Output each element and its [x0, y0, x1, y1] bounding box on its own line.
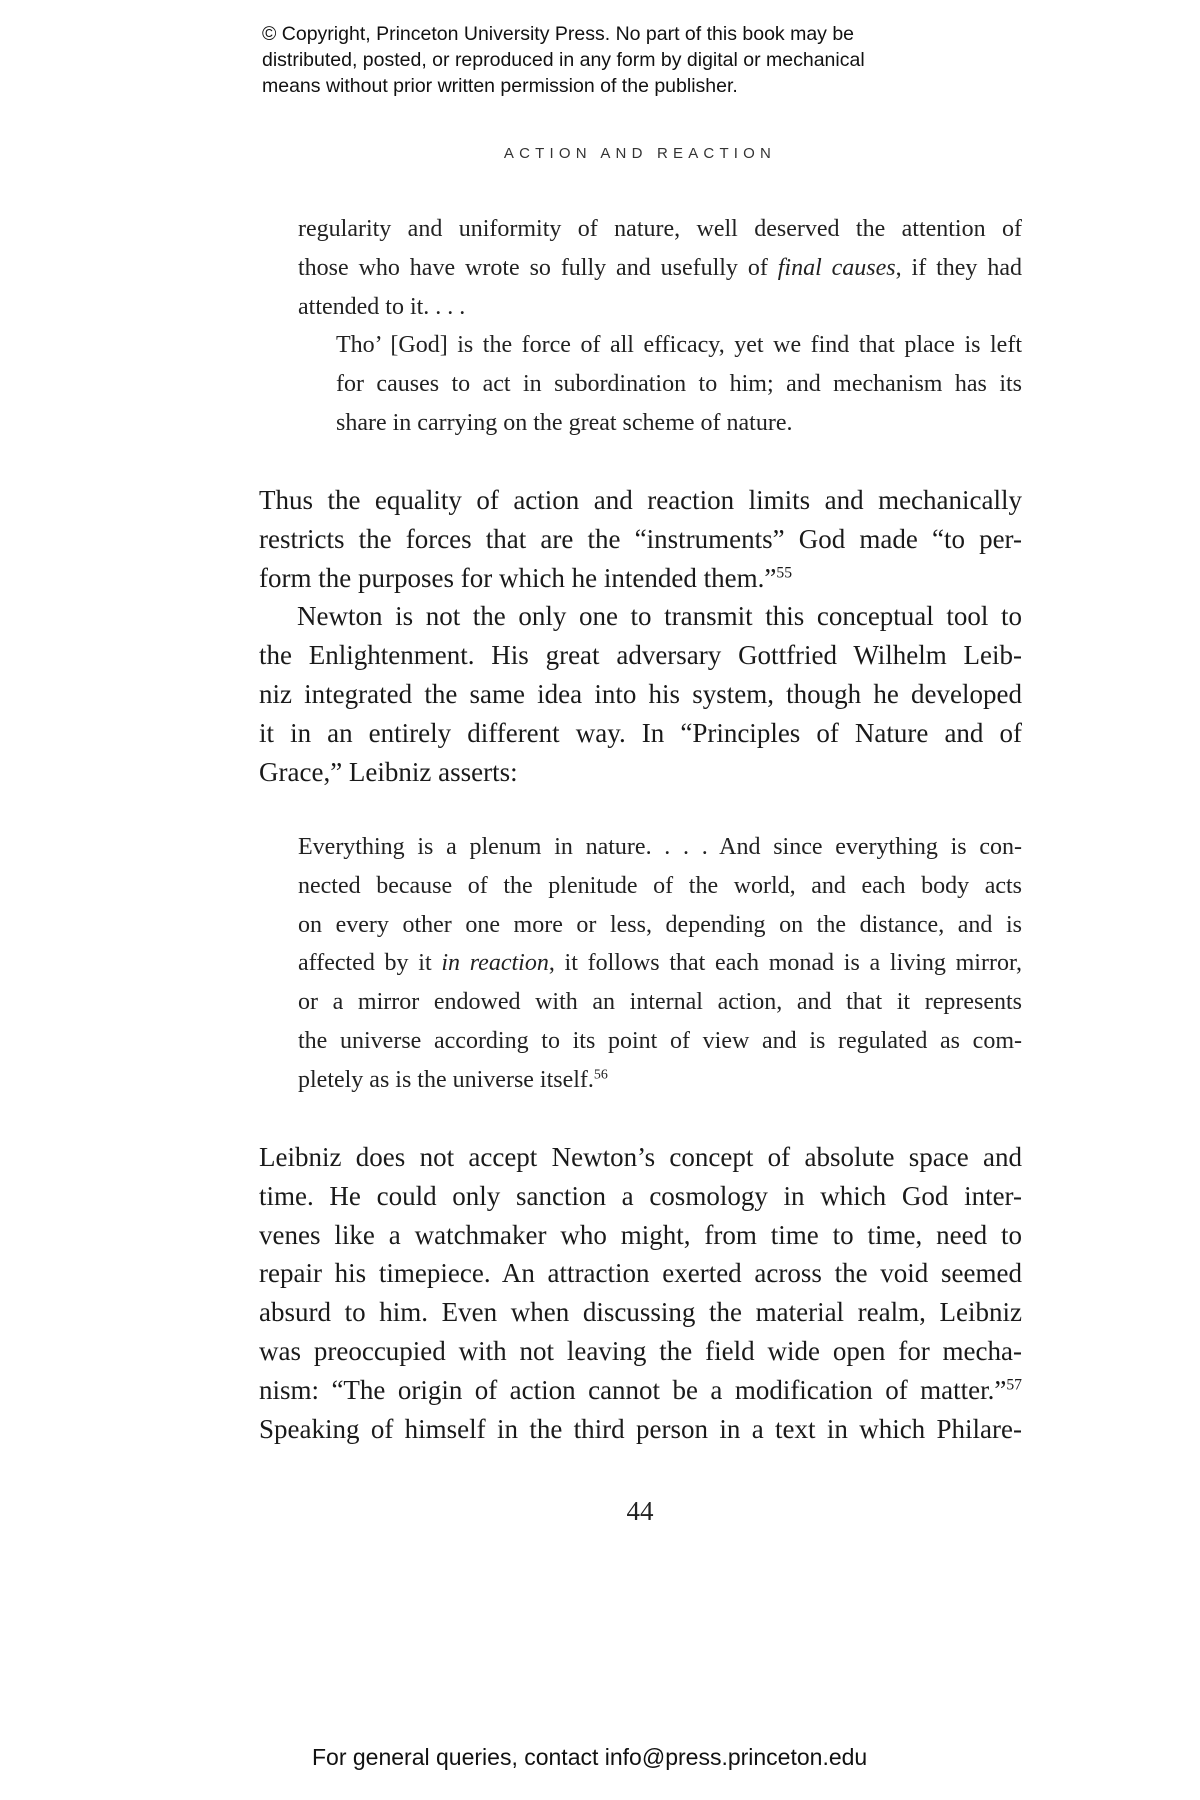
text-line: [298, 944, 1022, 983]
text-line: Thus the equality of action and reaction limits and mechanically: [259, 485, 1022, 515]
running-head: ACTION AND REACTION: [503, 145, 777, 162]
text-line: nected because of the plenitude of the world, and each body acts: [298, 872, 1022, 899]
text-run: those who have wrote so fully and usefully of: [298, 254, 778, 281]
text-line: for causes to act in subordination to him; and mechanism has its: [336, 371, 1022, 398]
copyright-line: means without prior written permission of the publisher.: [262, 75, 738, 97]
footer-contact: For general queries, contact info@press.princeton.edu: [312, 1744, 868, 1770]
text-line: on every other one more or less, depending on the distance, and is: [298, 911, 1022, 938]
text-line: niz integrated the same idea into his system, though he developed: [259, 678, 1022, 709]
text-line: the Enlightenment. His great adversary Gottfried Wilhelm Leib-: [259, 640, 1022, 671]
copyright-line: © Copyright, Princeton University Press. No part of this book may be: [262, 23, 855, 45]
text-line: was preoccupied with not leaving the field wide open for mecha-: [259, 1335, 1022, 1366]
text-line: Leibniz does not accept Newton’s concept of absolute space and: [259, 1142, 1022, 1172]
text-line: Newton is not the only one to transmit this conceptual tool to: [297, 601, 1022, 632]
text-line: regularity and uniformity of nature, well deserved the attention of: [298, 216, 1022, 242]
block-quote-leibniz: [298, 828, 1022, 1100]
text-line: repair his timepiece. An attraction exerted across the void seemed: [259, 1258, 1022, 1289]
text-line: Speaking of himself in the third person in a text in which Philare-: [259, 1413, 1022, 1444]
block-quote-newton: [298, 210, 1022, 443]
text-line: [259, 559, 1022, 598]
text-line: venes like a watchmaker who might, from time to time, need to: [259, 1219, 1022, 1250]
text-line: [298, 1061, 1022, 1100]
body-text-2: [259, 1138, 1022, 1448]
footnote-marker: 57: [1006, 1376, 1022, 1394]
text-line: share in carrying on the great scheme of nature.: [336, 409, 793, 436]
quote-paragraph: [298, 326, 1022, 442]
text-run: form the purposes for which he intended them.”: [259, 562, 777, 593]
text-line: Everything is a plenum in nature. . . . And since everything is con-: [298, 834, 1022, 860]
text-line: [298, 249, 1022, 288]
quote-paragraph: [298, 828, 1022, 1100]
italic-term: in reaction: [441, 950, 549, 977]
text-run: , it follows that each monad is a living mirror,: [548, 950, 1022, 977]
text-run: , if they had: [895, 254, 1022, 281]
footnote-marker: 56: [593, 1067, 608, 1083]
italic-term: final causes: [777, 254, 896, 281]
text-run: affected by it: [298, 950, 442, 977]
text-line: or a mirror endowed with an internal action, and that it represents: [298, 989, 1022, 1016]
text-line: restricts the forces that are the “instruments” God made “to per-: [259, 523, 1022, 554]
footnote-marker: 55: [776, 564, 793, 582]
body-paragraph: [259, 1138, 1022, 1448]
text-run: nism: “The origin of action cannot be a modification of matter.”: [259, 1374, 1007, 1405]
text-line: time. He could only sanction a cosmology in which God inter-: [259, 1180, 1022, 1211]
body-paragraph: [259, 597, 1022, 791]
text-run: pletely as is the universe itself.: [298, 1066, 594, 1093]
text-line: Tho’ [God] is the force of all efficacy, yet we find that place is left: [336, 332, 1022, 359]
text-line: it in an entirely different way. In “Principles of Nature and of: [259, 717, 1022, 748]
text-line: Grace,” Leibniz asserts:: [259, 756, 518, 787]
text-line: [259, 1371, 1022, 1410]
body-text-1: [259, 481, 1022, 791]
quote-paragraph: [298, 210, 1022, 326]
copyright-line: distributed, posted, or reproduced in any form by digital or mechanical: [262, 49, 865, 71]
body-paragraph: [259, 481, 1022, 597]
copyright-notice: [262, 21, 982, 99]
text-line: absurd to him. Even when discussing the material realm, Leibniz: [259, 1297, 1022, 1328]
text-line: attended to it. . . .: [298, 293, 466, 320]
text-line: the universe according to its point of view and is regulated as com-: [298, 1027, 1022, 1054]
page-number: 44: [626, 1496, 654, 1526]
